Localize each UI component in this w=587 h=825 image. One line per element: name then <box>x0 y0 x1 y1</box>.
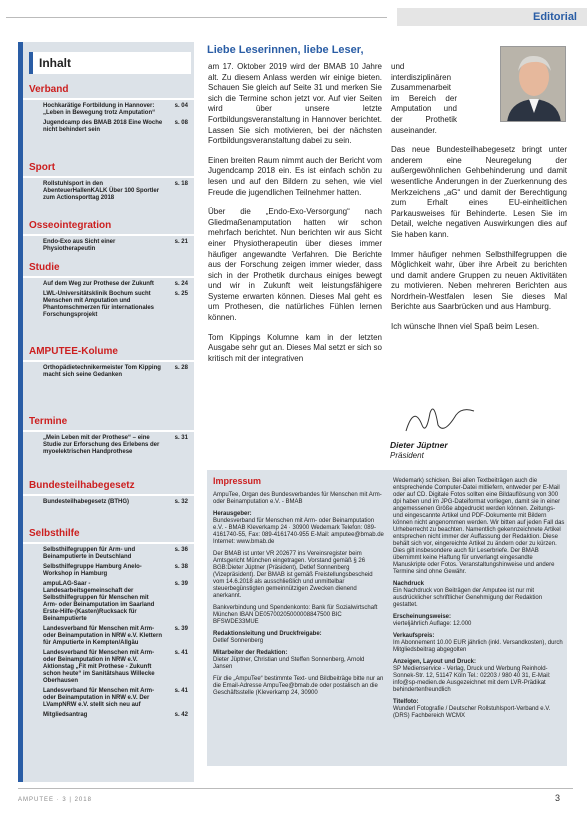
toc-entry[interactable] <box>23 181 194 202</box>
toc-section-heading: Sport <box>23 160 194 178</box>
signature-name: Dieter Jüptner <box>390 440 448 450</box>
toc-entry-title: „Mein Leben mit der Prothese“ – eine Studie zur Erforschung des Erlebens der myoelektrischen Handprothese <box>43 435 160 455</box>
impressum-block-heading: Redaktionsleitung und Druckfreigabe: <box>213 631 322 637</box>
impressum-block <box>213 631 385 645</box>
toc-entry-page: s. 32 <box>174 499 188 505</box>
impressum-block <box>393 581 565 609</box>
toc-entry-title: Landesverband für Menschen mit Arm- oder Beinamputation in NRW e.V. Klettern für Amputierte in Kempten/Allgäu <box>43 626 163 646</box>
impressum-block-text: Detlef Sonnenberg <box>213 638 264 644</box>
editorial-column-1 <box>208 62 382 373</box>
editorial-greeting: Liebe Leserinnen, liebe Leser, <box>207 44 364 56</box>
impressum-block-heading: Anzeigen, Layout und Druck: <box>393 659 477 665</box>
toc-entry-title: Auf dem Weg zur Prothese der Zukunft <box>43 281 154 287</box>
toc-entry[interactable] <box>23 120 194 134</box>
impressum-block-text: Wedemark) schicken. Bei allen Textbeiträgen auch die entsprechende Computer-Datei mitliefern, entweder per E-Mail oder auf CD. Digitale Fotos sollten eine Bildauflösung von 300 dpi haben und im JPG-Dateiformat vorliegen, damit sie in einer angemessenen Größe abgedruckt werden können. Zeitungs- und eingescannte Artikel und PDF-Dokumente mit Bildern können nicht angenommen werden. Wir bitten auf jeden Fall das Urheberrecht zu beachten. Namentlich gekennzeichnete Artikel entsprechen nicht immer der Auffassung der Redaktion. Diese behält sich vor, eingereichte Artikel zu ändern oder zu kürzen. Dies gilt insbesondere auch für Leserbriefe. Der BMAB übernimmt keine Haftung für unverlangt eingesandte Manuskripte oder Fotos. Veranstaltungshinweise und andere Termine sind ohne Gewähr. <box>393 478 565 575</box>
impressum-block-text: Der BMAB ist unter VR 202677 ins Vereinsregister beim Amtsgericht München eingetragen. Vorstand gemäß § 26 BGB:Dieter Jüptner (Präsident), Detlef Sonnenberg (Vizepräsident). Der BMAB ist gemäß Freistellungsbescheid vom 14.6.2018 als ausschließlich und unmittelbar steuerbegünstigten gemeinnützigen Zwecken dienend anerkannt. <box>213 551 373 599</box>
toc-entry-page: s. 41 <box>174 688 188 694</box>
section-tab: Editorial <box>397 8 587 26</box>
paragraph: Einen breiten Raum nimmt auch der Bericht vom Jugendcamp 2018 ein. Es ist einfach schön zu lesen und auf den Bildern zu sehen, wie viel Freude die jugendlichen Teilnehmer hatten. <box>208 155 382 197</box>
impressum-block-text: Bundesverband für Menschen mit Arm- oder Beinamputation e.V. - BMAB Kleverkamp 24 · 30900 Wedemark Telefon: 089-4161740-55, Fax: 089-4161740-955 E-Mail: amputee@bmab.de Internet: www.bmab.de <box>213 518 384 545</box>
toc-entry-title: Landesverband für Menschen mit Arm- oder Beinamputation in NRW e.V. Der LVampNRW e.V. stellt sich neu auf <box>43 688 155 708</box>
toc-entry[interactable] <box>23 626 194 647</box>
impressum-block-text: Bankverbindung und Spendenkonto: Bank für Sozialwirtschaft München IBAN DE05700205000008847500 BIC BFSWDE33MUE <box>213 605 378 625</box>
impressum-block-heading: Verkaufspreis: <box>393 633 435 639</box>
impressum-block-text: Wunderl Fotografie / Deutscher Rollstuhlsport-Verband e.V. (DRS) Fachbereich WCMX <box>393 706 551 719</box>
toc-entry-title: Rollstuhlsport in den AbenteuerHallenKALK Über 100 Sportler zum Actionsporttag 2018 <box>43 181 160 201</box>
toc-entry-title: Landesverband für Menschen mit Arm- oder Beinamputation in NRW e.V. Aktionstag „Fit mit Prothese - Zukunft schon heute“ im Sanitätshaus Willecke Oberhausen <box>43 650 155 684</box>
toc-entry[interactable] <box>23 281 194 288</box>
impressum-block-text: vierteljährlich Auflage: 12.000 <box>393 621 472 627</box>
toc-section-heading: Studie <box>23 260 194 278</box>
toc-entry[interactable] <box>23 650 194 685</box>
impressum-block <box>213 605 385 626</box>
toc-section-heading: Termine <box>23 414 194 432</box>
toc-entry[interactable] <box>23 581 194 623</box>
toc-entry-title: Endo-Exo aus Sicht einer Physiotherapeutin <box>43 239 116 252</box>
paragraph: Immer häufiger nehmen Selbsthilfegruppen die Möglichkeit wahr, über ihre Arbeit zu berichten und damit andere Gruppen zu neuen Aktivitäten zu motivieren. Neben mehreren Berichten aus Nordrhein-Westfalen lesen Sie dieses Mal Berichte aus Saarbrücken und aus Hamburg. <box>391 249 567 312</box>
impressum-block <box>393 478 565 576</box>
footer-rule <box>18 788 573 789</box>
toc-entry-title: Orthopädietechnikermeister Tom Kipping macht sich seine Gedanken <box>43 365 161 378</box>
toc-entry-title: Hochkarätige Fortbildung in Hannover: „Leben in Bewegung trotz Amputation“ <box>43 103 156 116</box>
toc-section-heading: Bundesteilhabegesetz <box>23 478 194 496</box>
impressum-column-1 <box>213 492 385 702</box>
toc-entry-page: s. 21 <box>174 239 188 245</box>
impressum-block <box>213 551 385 600</box>
impressum-block-heading: Nachdruck <box>393 581 425 587</box>
page-number: 3 <box>555 793 561 803</box>
toc-entry[interactable] <box>23 103 194 117</box>
toc-section <box>23 260 194 319</box>
toc-section <box>23 478 194 506</box>
toc-entry-title: Bundesteilhabegesetz (BTHG) <box>43 499 130 505</box>
toc-title: Inhalt <box>29 52 191 74</box>
impressum-block-text: Im Abonnement 10.00 EUR jährlich (inkl. Versandkosten), durch Mitgliedsbeitrag abgegolten <box>393 640 563 653</box>
toc-entry-page: s. 41 <box>174 650 188 656</box>
toc-entry-page: s. 25 <box>174 291 188 297</box>
toc-entry-page: s. 24 <box>174 281 188 287</box>
toc-entry-page: s. 31 <box>174 435 188 441</box>
toc-section-heading: Osseointegration <box>23 218 194 236</box>
toc-entry[interactable] <box>23 499 194 506</box>
toc-entry-page: s. 39 <box>174 581 188 587</box>
impressum-block <box>213 650 385 671</box>
toc-section-heading: Selbsthilfe <box>23 526 194 544</box>
paragraph: Ich wünsche Ihnen viel Spaß beim Lesen. <box>391 322 540 332</box>
top-rule <box>6 17 387 18</box>
toc-entry-page: s. 08 <box>174 120 188 126</box>
impressum-block <box>213 492 385 506</box>
toc-entry[interactable] <box>23 688 194 709</box>
toc-entry[interactable] <box>23 291 194 319</box>
impressum-block <box>213 511 385 546</box>
footer-label: AMPUTEE · 3 | 2018 <box>18 797 92 803</box>
toc-entry[interactable] <box>23 365 194 379</box>
toc-entry-page: s. 04 <box>174 103 188 109</box>
toc-entry-title: Selbsthilfegruppe Hamburg Anelo-Workshop in Hamburg <box>43 564 142 577</box>
toc-entry-title: Jugendcamp des BMAB 2018 Eine Woche nicht behindert sein <box>43 120 163 133</box>
impressum-block-heading: Titelfoto: <box>393 699 419 705</box>
toc-section <box>23 218 194 253</box>
editorial-column-2 <box>391 62 567 342</box>
impressum-box <box>207 470 567 766</box>
toc-entry[interactable] <box>23 435 194 456</box>
toc-section <box>23 344 194 379</box>
impressum-block-text: Für die „AmpuTee“ bestimmte Text- und Bildbeiträge bitte nur an die Email-Adresse AmpuTee@bmab.de oder postalisch an die Geschäftsstelle (Kleverkamp 24, 30900 <box>213 676 384 696</box>
handwritten-signature <box>400 395 480 441</box>
toc-entry-title: LWL-Universitätsklinik Bochum sucht Menschen mit Amputation und Phantomschmerzen für internationales Forschungsprojekt <box>43 291 155 318</box>
toc-entry[interactable] <box>23 547 194 561</box>
toc-entry-title: Mitgliedsantrag <box>43 712 88 718</box>
impressum-block-text: AmpuTee, Organ des Bundesverbandes für Menschen mit Arm- oder Beinamputation e.V. - BMAB <box>213 492 382 505</box>
paragraph: und interdisziplinären Zusammenarbeit im Bereich der Amputation und der Prothetik auseinander. <box>391 62 457 135</box>
paragraph: am 17. Oktober 2019 wird der BMAB 10 Jahre alt. Zu diesem Anlass werden wir einige bieten. Schauen Sie gleich auf Seite 31 und merken Sie sich die Termine schon jetzt vor. Auf vier Seiten wird über unsere letzte Fortbildungsveranstaltung in Hannover berichtet. Lassen Sie sich motivieren, bei der nächsten Fortbildungsveranstaltung dabei zu sein. <box>208 62 382 146</box>
toc-entry-page: s. 28 <box>174 365 188 371</box>
impressum-block <box>393 699 565 720</box>
impressum-block-heading: Herausgeber: <box>213 511 252 517</box>
impressum-block <box>393 614 565 628</box>
signature-role: Präsident <box>390 451 424 460</box>
toc-entry[interactable] <box>23 239 194 253</box>
toc-entry-page: s. 36 <box>174 547 188 553</box>
toc-entry-title: Selbsthilfegruppen für Arm- und Beinamputierte in Deutschland <box>43 547 136 560</box>
toc-entry-page: s. 18 <box>174 181 188 187</box>
toc-entry-page: s. 39 <box>174 626 188 632</box>
toc-section <box>23 414 194 456</box>
toc-section-heading: Verband <box>23 82 194 100</box>
toc-entry-page: s. 38 <box>174 564 188 570</box>
paragraph: Das neue Bundesteilhabegesetz bringt unter anderem eine Neuregelung der außergewöhnlichen Gehbehinderung und damit wesentliche Änderungen in der Zuerkennung des Merkzeichens „aG“ und damit der Berechtigung zum Erhalt eines EU-einheitlichen Parkausweises für Behinderte. Lesen Sie im Detail, welche negativen Auswirkungen dies auf Sie haben kann. <box>391 145 567 239</box>
table-of-contents <box>18 42 194 782</box>
toc-entry-page: s. 42 <box>174 712 188 718</box>
paragraph: Tom Kippings Kolumne kam in der letzten Ausgabe sehr gut an. Dieses Mal setzt er sich so kritisch mit der integrativen <box>208 332 382 363</box>
impressum-block <box>393 659 565 694</box>
paragraph: Über die „Endo-Exo-Versorgung“ nach Gliedmaßenamputation hatten wir schon mehrfach berichtet. Nun berichten wir aus Sicht einer Physiotherapeutin über dieses immer häufiger angewandte Verfahren. Die Berichte aus der Forschung zeigen immer wieder, dass sich in der Prothetik durchaus einiges bewegt und wir in Zukunft weit leistungsfähigere Systeme erwarten können. Dieses Mal geht es um Prothesen, die natürliches Fühlen lernen können. <box>208 207 382 323</box>
toc-section-heading: AMPUTEE-Kolume <box>23 344 194 362</box>
impressum-block <box>393 633 565 654</box>
toc-entry[interactable] <box>23 712 194 719</box>
impressum-title: Impressum <box>213 476 262 486</box>
toc-entry-title: ampuLAG-Saar - Landesarbeitsgemeinschaft der Selbsthilfegruppen für Menschen mit Arm- oder Beinamputation im Saarland Erste-Hilfe-(Kasten)Rucksack für Beinamputierte <box>43 581 155 622</box>
impressum-column-2 <box>393 478 565 725</box>
impressum-block-text: SP Medienservice - Verlag, Druck und Werbung Reinhold-Sonnek-Str. 12, 51147 Köln Tel.: 02203 / 980 40 31, E-Mail: info@sp-medien.de Ausgezeichnet mit dem LVR-Prädikat behindertenfreundlich <box>393 666 551 693</box>
toc-section <box>23 82 194 134</box>
impressum-block-text: Ein Nachdruck von Beiträgen der Amputee ist nur mit ausdrücklicher schriftlicher Genehmigung der Redaktion gestattet. <box>393 588 543 608</box>
toc-section <box>23 526 194 719</box>
impressum-block <box>213 676 385 697</box>
toc-entry[interactable] <box>23 564 194 578</box>
top-bar <box>0 8 587 28</box>
impressum-block-heading: Erscheinungsweise: <box>393 614 452 620</box>
impressum-block-text: Dieter Jüptner, Christian und Steffen Sonnenberg, Arnold Jansen <box>213 657 365 670</box>
impressum-block-heading: Mitarbeiter der Redaktion: <box>213 650 288 656</box>
toc-section <box>23 160 194 202</box>
